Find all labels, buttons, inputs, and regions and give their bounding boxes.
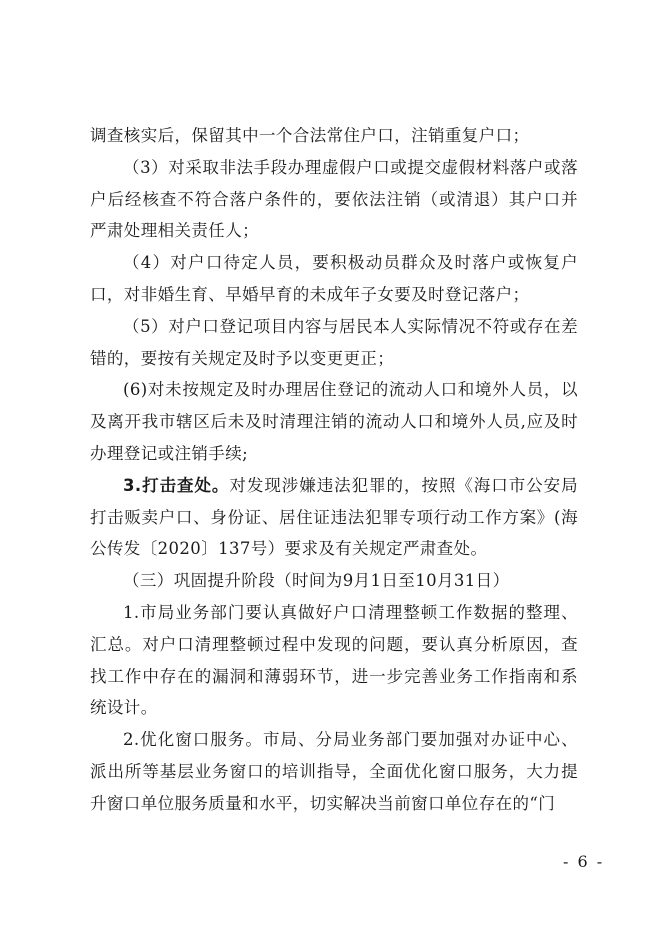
paragraph-text: 调查核实后，保留其中一个合法常住户口，注销重复户口； bbox=[90, 126, 530, 145]
section-heading-phase-3 bbox=[90, 565, 578, 597]
paragraph-text: 对发现涉嫌违法犯罪的，按照《海口市公安局打击贩卖户口、身份证、居住证违法犯罪专项行动工作方案》(海公传发〔2020〕137号）要求及有关规定严肃查处。 bbox=[90, 475, 578, 559]
paragraph-item-6 bbox=[90, 374, 578, 469]
paragraph-continuation bbox=[90, 120, 578, 152]
paragraph-step-2 bbox=[90, 724, 578, 819]
paragraph-step-1 bbox=[90, 597, 578, 724]
paragraph-text: （5）对户口登记项目内容与居民本人实际情况不符或存在差错的，要按有关规定及时予以变更更正； bbox=[90, 316, 578, 368]
page-number: - 6 - bbox=[563, 852, 605, 871]
paragraph-crackdown bbox=[90, 470, 578, 565]
paragraph-text: 2.优化窗口服务。市局、分局业务部门要加强对办证中心、派出所等基层业务窗口的培训指导，全面优化窗口服务，大力提升窗口单位服务质量和水平，切实解决当前窗口单位存在的“门 bbox=[90, 730, 578, 813]
paragraph-item-4 bbox=[90, 247, 578, 311]
paragraph-text: （4）对户口待定人员，要积极动员群众及时落户或恢复户口，对非婚生育、早婚早育的未成年子女要及时登记落户； bbox=[90, 253, 578, 304]
paragraph-text: 1.市局业务部门要认真做好户口清理整顿工作数据的整理、汇总。对户口清理整顿过程中发现的问题，要认真分析原因，查找工作中存在的漏洞和薄弱环节，进一步完善业务工作指南和系统设计。 bbox=[90, 602, 578, 718]
paragraph-text: （3）对采取非法手段办理虚假户口或提交虚假材料落户或落户后经核查不符合落户条件的，要依法注销（或清退）其户口并严肃处理相关责任人； bbox=[90, 157, 578, 241]
paragraph-text: (6)对未按规定及时办理居住登记的流动人口和境外人员，以及离开我市辖区后未及时清理注销的流动人口和境外人员,应及时办理登记或注销手续; bbox=[90, 380, 578, 463]
paragraph-item-3 bbox=[90, 152, 578, 247]
paragraph-heading-lead: 3.打击查处。 bbox=[123, 475, 230, 495]
section-heading-text: （三）巩固提升阶段（时间为9月1日至10月31日） bbox=[123, 571, 510, 591]
paragraph-item-5 bbox=[90, 311, 578, 375]
document-body bbox=[90, 120, 578, 820]
